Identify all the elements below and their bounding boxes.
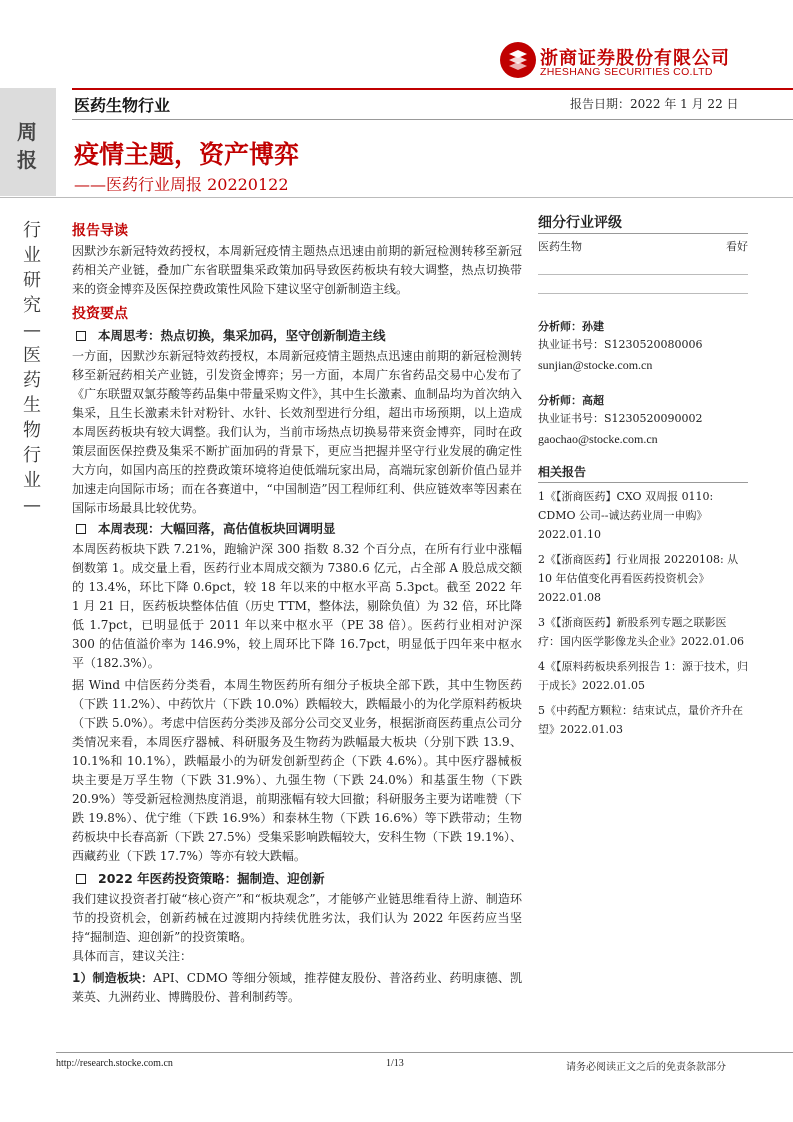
analyst-block [538,318,748,374]
footer-disclaimer: 请务必阅读正文之后的免责条款部分 [566,1062,726,1073]
footer-url[interactable]: http://research.stocke.com.cn [56,1058,173,1069]
header-top-rule [72,88,793,90]
point-1-title: 本周思考：热点切换，集采加码，坚守创新制造主线 [72,326,522,346]
related-report-item[interactable]: 1《【浙商医药】CXO 双周报 0110: CDMO 公司--诚达药业周一申购》2022.01.10 [538,490,714,541]
analyst-name: 孙建 [582,320,604,333]
point-3-lead: 1）制造板块：API、CDMO 等细分领域，推荐健友股份、普洛药业、药明康德、凯莱英、九洲药业、博腾股份、普利制药等。 [72,971,522,1004]
intro-heading: 报告导读 [72,223,128,239]
checkbox-square-icon [76,524,86,534]
related-heading: 相关报告 [538,465,587,479]
main-content [72,220,522,1007]
sidebar [538,213,748,745]
rating-value: 看好 [726,240,748,253]
industry-label: 医药生物行业 [74,96,171,115]
point-2-text-b: 据 Wind 中信医药分类看，本周生物医药所有细分子板块全部下跌，其中生物医药（下跌 11.2%）、中药饮片（下跌 10.0%）跌幅较大，跌幅最小的为化学原料药板块（下跌 5.0%）。考虑中信医药分类涉及部分公司交叉业务，根据浙商医药重点公司分类情况来看，本周医疗器械、科研服务及生物药为跌幅最大板块（分别下跌 13.9、10.1%和 10.1%），跌幅最小的为研发创新型药企（下跌 4.6%）。其中医疗器械板块主要是万孚生物（下跌 31.9%）、九强生物（下跌 24.0%）和基蛋生物（下跌 20.9%）等受新冠检测热度消退，前期涨幅有较大回撤；科研服务主要为诺唯赞（下跌 19.8%）、优宁维（下跌 16.9%）和泰林生物（下跌 16.6%）等下跌带动；生物药板块中长春高新（下跌 27.5%）受集采影响跌幅较大，安科生物（下跌 19.1%）、西藏药业（下跌 17.7%）等亦有较大跌幅。 [72,678,522,863]
analyst-email[interactable]: sunjian@stocke.com.cn [538,358,653,372]
analyst-label: 分析师： [538,394,582,407]
related-report-item[interactable]: 2《【浙商医药】行业周报 20220108: 从 10 年估值变化再看医药投资机会》2022.01.08 [538,553,739,604]
analyst-cert: 执业证书号：S1230520090002 [538,412,703,425]
rating-row [538,234,748,256]
rating-line [538,293,748,294]
company-name-cn: 浙商证券股份有限公司 [540,48,730,69]
footer-rule [56,1052,793,1053]
rating-heading: 细分行业评级 [538,215,622,231]
checkbox-square-icon [76,331,86,341]
point-2-text-a: 本周医药板块下跌 7.21%，跑输沪深 300 指数 8.32 个百分点，在所有行业中涨幅倒数第 1。成交量上看，医药行业本周成交额为 7380.6 亿元，占全部 A 股总成交额的 13.4%，环比下降 0.6pct，较 18 年以来的中枢水平高 5.3pct。截至 2022 年 1 月 21 日，医药板块整体估值（历史 TTM，整体法，剔除负值）为 32 倍，环比降低 1.7pct，已明显低于 2011 年以来中枢水平（PE 38 倍）。医药行业相对沪深 300 的估值溢价率为 146.9%，较上周环比下降 16.7pct，明显低于四年来中枢水平（182.3%）。 [72,542,522,670]
checkbox-square-icon [76,874,86,884]
analyst-label: 分析师： [538,320,582,333]
point-3-text-a: 我们建议投资者打破“核心资产”和“板块观念”，才能够产业链思维看待上游、制造环节的投资机会，创新药械在过渡期内持续优胜劣汰，我们认为 2022 年医药应当坚持“掘制造、迎创新”的投资策略。 [72,892,522,944]
header-mid-rule [72,119,793,120]
rating-sector: 医药生物 [538,240,582,253]
page-number: 1/13 [386,1058,404,1069]
point-2-title: 本周表现：大幅回落，高估值板块回调明显 [72,519,522,539]
related-report-item[interactable]: 5《中药配方颗粒：结束试点，量价齐升在望》2022.01.03 [538,704,743,736]
related-report-item[interactable]: 4《【原料药板块系列报告 1：源于技术，归于成长》2022.01.05 [538,660,748,692]
related-report-item[interactable]: 3《【浙商医药】新股系列专题之联影医疗：国内医学影像龙头企业》2022.01.06 [538,616,744,648]
analyst-cert: 执业证书号：S1230520080006 [538,338,703,351]
points-heading: 投资要点 [72,306,128,322]
analyst-block [538,392,748,448]
company-logo-icon [500,42,536,78]
header-bottom-rule [0,197,793,198]
analyst-email[interactable]: gaochao@stocke.com.cn [538,432,658,446]
side-category-label: 行业研究—医药生物行业— [23,220,41,516]
report-title: 疫情主题，资产博弈 [74,140,300,169]
report-subtitle: ——医药行业周报 20220122 [74,175,289,194]
point-3-text-b: 具体而言，建议关注： [72,949,193,963]
point-3-title: 2022 年医药投资策略：掘制造、迎创新 [72,869,522,889]
company-name-en: ZHESHANG SECURITIES CO.LTD [540,66,713,78]
related-rule [538,482,748,483]
point-1-text: 一方面，因默沙东新冠特效药授权，本周新冠疫情主题热点迅速由前期的新冠检测转移至新冠药相关产业链，引发资金博弈；另一方面，本周广东省药品交易中心发布了《广东联盟双氯芬酸等药品集中带量采购文件》，其中生长激素、血制品均为首次纳入集采，且生长激素未针对粉针、水针、长效剂型进行分组，超出市场预期，以上造成本周医药板块有较大调整。我们认为，当前市场热点切换易带来资金博弈，同时在政策层面医保控费及集采不断扩面加码的背景下，更应当把握并坚守行业发展的确定性大方向，如国内高压的控费政策环境将迫使低端玩家出局，高端玩家创新价值凸显并加速走向国际市场；而在各赛道中，“中国制造”因工程师红利、供应链效率等因素在国际市场最具比较优势。 [72,349,523,515]
report-type-label: 周报 [17,120,37,172]
rating-line [538,274,748,275]
analyst-name: 高超 [582,394,604,407]
intro-text: 因默沙东新冠特效药授权，本周新冠疫情主题热点迅速由前期的新冠检测转移至新冠药相关产业链，叠加广东省联盟集采政策加码导致医药板块有较大调整，热点切换带来的资金博弈及医保控费政策性风险下建议坚守创新制造主线。 [72,244,522,296]
report-date: 报告日期：2022 年 1 月 22 日 [570,97,739,111]
